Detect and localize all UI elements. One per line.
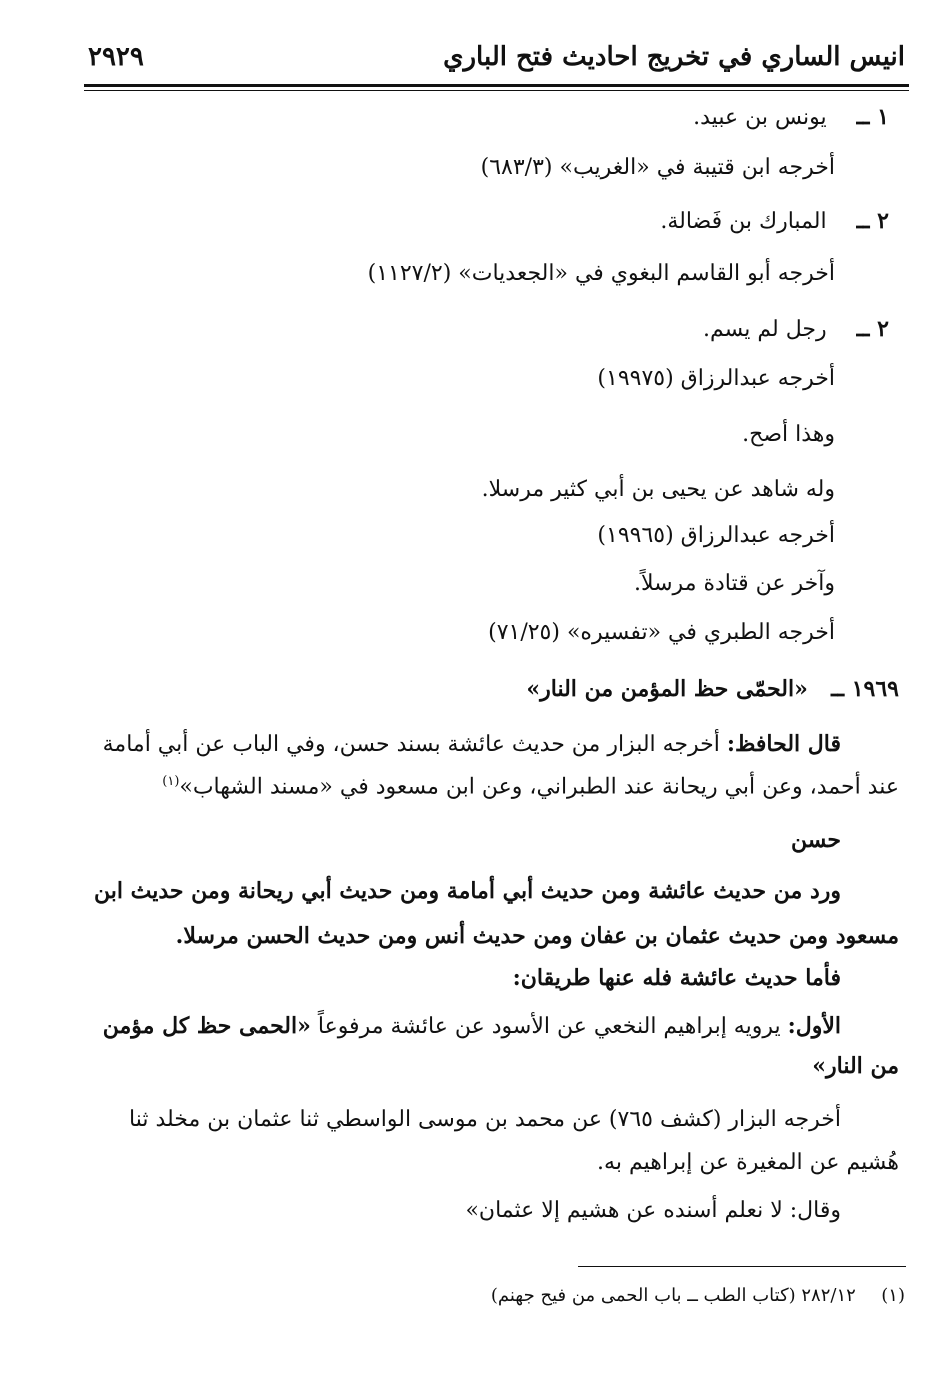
said-label: وقال: — [789, 1198, 841, 1223]
footnote-text: ٢٨٢/١٢ (كتاب الطب ــ باب الحمى من فيح جهنم) — [490, 1285, 856, 1306]
footnote — [491, 1285, 905, 1306]
list-item: وهذا أصح. — [742, 422, 835, 447]
footnote-marker: (١) — [162, 774, 180, 789]
list-item: أخرجه ابن قتيبة في «الغريب» (٦٨٣/٣) — [480, 155, 835, 180]
hafiz-text-1: أخرجه البزار من حديث عائشة بسند حسن، وفي الباب عن أبي أمامة — [102, 732, 720, 757]
hafiz-line-2 — [162, 774, 899, 799]
first-path-quote: «الحمى حظ كل مؤمن — [102, 1013, 311, 1039]
item-number: ٢ ــ — [856, 208, 889, 234]
list-item: أخرجه عبدالرزاق (١٩٩٦٥) — [597, 523, 835, 548]
summary-line-2: مسعود ومن حديث عثمان بن عفان ومن حديث أنس ومن حديث الحسن مرسلا. — [175, 923, 899, 949]
bazzar-line-2: هُشيم عن المغيرة عن إبراهيم به. — [597, 1150, 899, 1175]
grade: حسن — [791, 827, 841, 853]
item-text: يونس بن عبيد. — [693, 105, 827, 130]
hadith-number: ١٩٦٩ ــ — [831, 676, 899, 702]
hafiz-line-1 — [103, 731, 841, 757]
first-path-line-2: من النار» — [812, 1053, 899, 1079]
list-item — [693, 104, 889, 130]
list-item: أخرجه عبدالرزاق (١٩٩٧٥) — [597, 366, 835, 391]
header-rule-thick — [84, 84, 909, 87]
said-text: لا نعلم أسنده عن هشيم إلا عثمان» — [465, 1198, 783, 1223]
header-rule-thin — [84, 90, 909, 91]
paths-intro: فأما حديث عائشة فله عنها طريقان: — [512, 965, 841, 991]
list-item — [703, 316, 889, 342]
hadith-text: «الحمّى حظ المؤمن من النار» — [526, 676, 808, 702]
list-item: أخرجه الطبري في «تفسيره» (٧١/٢٥) — [488, 620, 835, 645]
list-item: وله شاهد عن يحيى بن أبي كثير مرسلا. — [481, 477, 835, 502]
item-text: رجل لم يسم. — [703, 317, 827, 342]
running-title: انيس الساري في تخريج احاديث فتح الباري — [443, 42, 905, 72]
page-number: ٢٩٢٩ — [88, 42, 144, 72]
hafiz-label: قال الحافظ: — [726, 731, 841, 757]
bazzar-line-1: أخرجه البزار (كشف ٧٦٥) عن محمد بن موسى الواسطي ثنا عثمان بن مخلد ثنا — [129, 1107, 841, 1132]
first-path-text: يرويه إبراهيم النخعي عن الأسود عن عائشة مرفوعاً — [317, 1014, 781, 1039]
list-item: أخرجه أبو القاسم البغوي في «الجعديات» (١١٢٧/٢) — [367, 261, 835, 286]
footnote-number: (١) — [881, 1285, 905, 1306]
list-item: وآخر عن قتادة مرسلاً. — [634, 571, 835, 596]
summary-line-1: ورد من حديث عائشة ومن حديث أبي أمامة ومن حديث أبي ريحانة ومن حديث ابن — [93, 878, 841, 904]
list-item — [660, 208, 889, 234]
item-number: ١ ــ — [856, 104, 889, 130]
first-path-line-1 — [103, 1013, 841, 1039]
item-number: ٢ ــ — [856, 316, 889, 342]
hadith-heading — [526, 676, 899, 702]
footnote-rule — [578, 1266, 906, 1267]
hafiz-text-2: عند أحمد، وعن أبي ريحانة عند الطبراني، وعن ابن مسعود في «مسند الشهاب» — [179, 774, 899, 800]
said-line — [465, 1198, 841, 1223]
first-path-label: الأول: — [787, 1013, 841, 1039]
item-text: المبارك بن فَضالة. — [660, 209, 827, 234]
